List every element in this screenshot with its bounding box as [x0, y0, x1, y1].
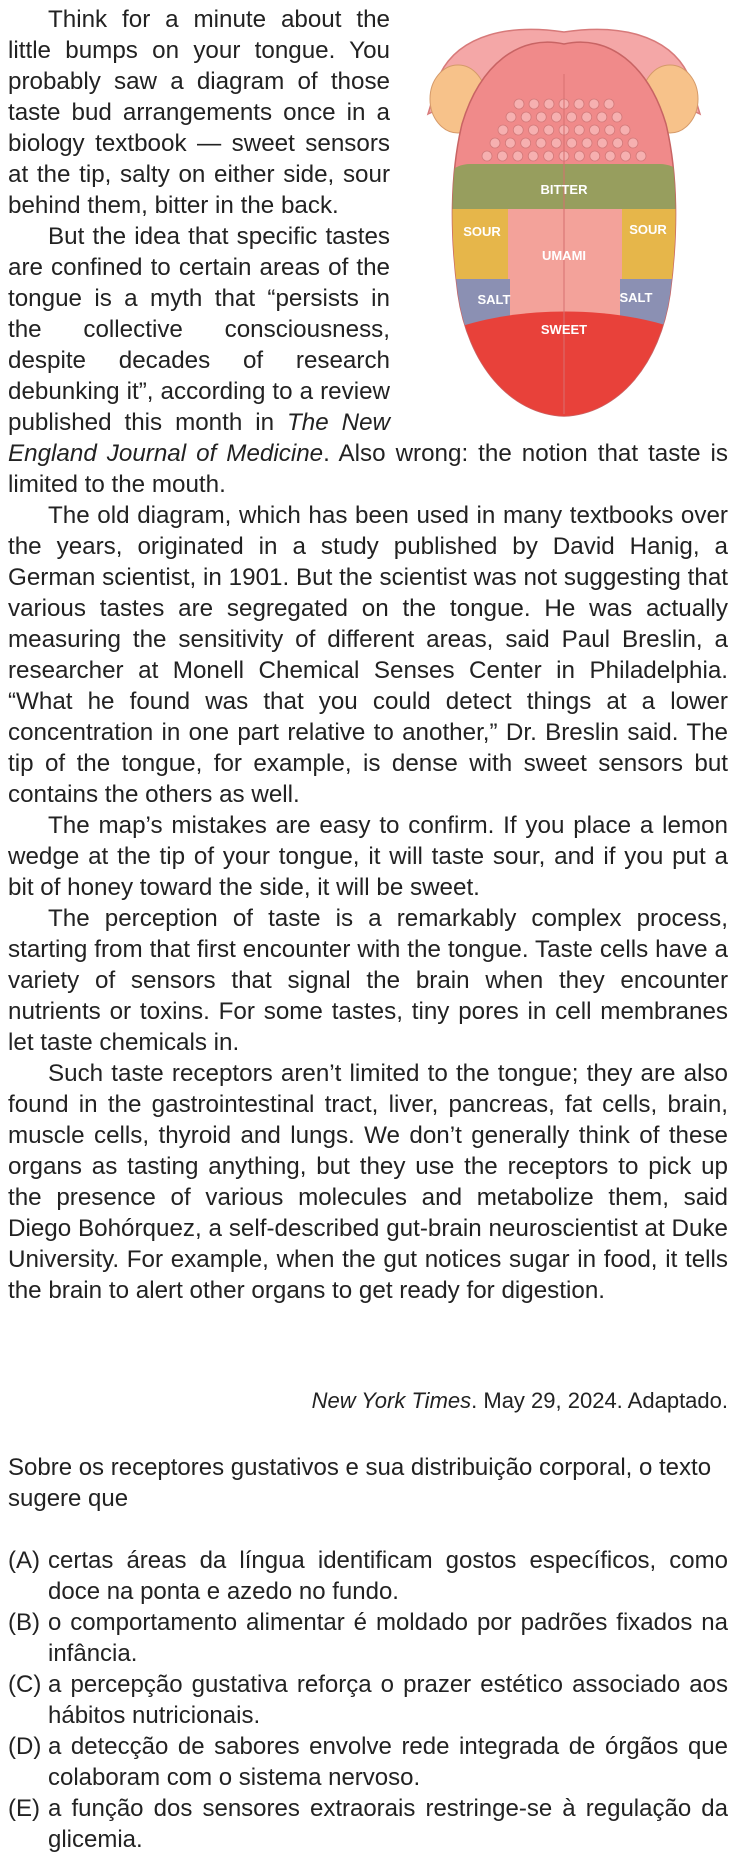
papilla-bump	[567, 112, 577, 122]
papilla-bump	[590, 125, 600, 135]
answer-options	[8, 1545, 728, 1855]
option-text: a detecção de sabores envolve rede integrada de órgãos que colaboram com o sistema nervoso.	[48, 1733, 728, 1791]
papilla-bump	[567, 138, 577, 148]
papilla-bump	[505, 138, 515, 148]
papilla-bump	[497, 151, 507, 161]
option-a[interactable]	[8, 1545, 728, 1607]
option-text: o comportamento alimentar é moldado por padrões fixados na infância.	[48, 1609, 728, 1667]
papilla-bump	[536, 138, 546, 148]
papilla-bump	[605, 125, 615, 135]
paragraph-5: The perception of taste is a remarkably complex process, starting from that first encounter with the tongue. Taste cells have a variety of sensors that signal the brain when they encounter nutrients or toxins. For some tastes, tiny pores in cell membranes let taste chemicals in.	[8, 905, 728, 1056]
option-c[interactable]	[8, 1669, 728, 1731]
label-salt-left: SALT	[477, 292, 511, 307]
papilla-bump	[597, 112, 607, 122]
papilla-bump	[597, 138, 607, 148]
paragraph-3: The old diagram, which has been used in many textbooks over the years, originated in a study published by David Hanig, a German scientist, in 1901. But the scientist was not suggesting that various tastes are segregated on the tongue. He was actually measuring the sensitivity of different areas, said Paul Breslin, a researcher at Monell Chemical Senses Center in Philadelphia. “What he found was that you could detect things at a lower concentration in one part relative to another,” Dr. Breslin said. The tip of the tongue, for example, is dense with sweet sensors but contains the others as well.	[8, 502, 728, 808]
label-umami: UMAMI	[541, 248, 587, 263]
papilla-bump	[529, 99, 539, 109]
paragraph-2-part-a: But the idea that specific tastes are confined to certain areas of the tongue is a myth that “persists in the collective consciousness, despite decades of research debunking it”, according to a review published this month in	[8, 223, 390, 436]
option-b[interactable]	[8, 1607, 728, 1669]
papilla-bump	[589, 99, 599, 109]
papilla-bump	[529, 125, 539, 135]
label-sweet: SWEET	[540, 322, 588, 337]
source-details: . May 29, 2024. Adaptado.	[471, 1388, 728, 1413]
papilla-bump	[544, 99, 554, 109]
label-bitter: BITTER	[540, 182, 588, 197]
papilla-bump	[482, 151, 492, 161]
option-e[interactable]	[8, 1793, 728, 1855]
papilla-bump	[590, 151, 600, 161]
option-text: a percepção gustativa reforça o prazer estético associado aos hábitos nutricionais.	[48, 1671, 728, 1729]
paragraph-2-part-b: . Also wrong: the notion that taste is limited to the mouth.	[8, 440, 728, 498]
papilla-bump	[521, 112, 531, 122]
papilla-bump	[574, 151, 584, 161]
option-text: certas áreas da língua identificam gostos específicos, como doce na ponta e azedo no fundo.	[48, 1547, 728, 1605]
papilla-bump	[513, 151, 523, 161]
papilla-bump	[621, 151, 631, 161]
papilla-bump	[582, 112, 592, 122]
article	[8, 4, 728, 1306]
paragraph-1: Think for a minute about the little bumps on your tongue. You probably saw a diagram of those taste bud arrangements once in a biology textbook — sweet sensors at the tip, salty on either side, sour behind them, bitter in the back.	[8, 6, 390, 219]
papilla-bump	[628, 138, 638, 148]
label-sour-left: SOUR	[463, 224, 501, 239]
papilla-bump	[513, 125, 523, 135]
source-citation	[312, 1387, 728, 1415]
option-text: a função dos sensores extraorais restringe-se à regulação da glicemia.	[48, 1795, 728, 1853]
question-block	[8, 1452, 728, 1855]
option-letter: (E)	[8, 1795, 40, 1822]
papilla-bump	[514, 99, 524, 109]
journal-title: The New England Journal of Medicine	[8, 409, 391, 467]
papilla-bump	[544, 151, 554, 161]
papilla-bump	[506, 112, 516, 122]
paragraph-4: The map’s mistakes are easy to confirm. If you place a lemon wedge at the tip of your tongue, it will taste sour, and if you put a bit of honey toward the side, it will be sweet.	[8, 812, 728, 901]
papilla-bump	[636, 151, 646, 161]
papilla-bump	[490, 138, 500, 148]
papilla-bump	[604, 99, 614, 109]
papilla-bump	[551, 138, 561, 148]
tongue-illustration	[400, 4, 728, 434]
papilla-bump	[528, 151, 538, 161]
papilla-bump	[536, 112, 546, 122]
papilla-bump	[612, 112, 622, 122]
option-letter: (D)	[8, 1733, 42, 1760]
label-salt-right: SALT	[619, 290, 653, 305]
papilla-bump	[574, 99, 584, 109]
tongue-taste-map-figure	[400, 4, 728, 434]
papilla-bump	[521, 138, 531, 148]
source-publication: New York Times	[311, 1388, 472, 1413]
option-letter: (A)	[8, 1547, 40, 1574]
label-sour-right: SOUR	[629, 222, 667, 237]
papilla-bump	[551, 112, 561, 122]
papilla-bump	[544, 125, 554, 135]
papilla-bump	[498, 125, 508, 135]
papilla-bump	[582, 138, 592, 148]
option-letter: (C)	[8, 1671, 42, 1698]
papilla-bump	[574, 125, 584, 135]
papilla-bump	[613, 138, 623, 148]
option-d[interactable]	[8, 1731, 728, 1793]
paragraph-6: Such taste receptors aren’t limited to the tongue; they are also found in the gastrointestinal tract, liver, pancreas, fat cells, brain, muscle cells, thyroid and lungs. We don’t generally think of these organs as tasting anything, but they use the receptors to pick up the presence of various molecules and metabolize them, said Diego Bohórquez, a self-described gut-brain neuroscientist at Duke University. For example, when the gut notices sugar in food, it tells the brain to alert other organs to get ready for digestion.	[8, 1060, 728, 1304]
papilla-bump	[605, 151, 615, 161]
question-prompt: Sobre os receptores gustativos e sua distribuição corporal, o texto sugere que	[8, 1454, 712, 1512]
option-letter: (B)	[8, 1609, 40, 1636]
papilla-bump	[620, 125, 630, 135]
